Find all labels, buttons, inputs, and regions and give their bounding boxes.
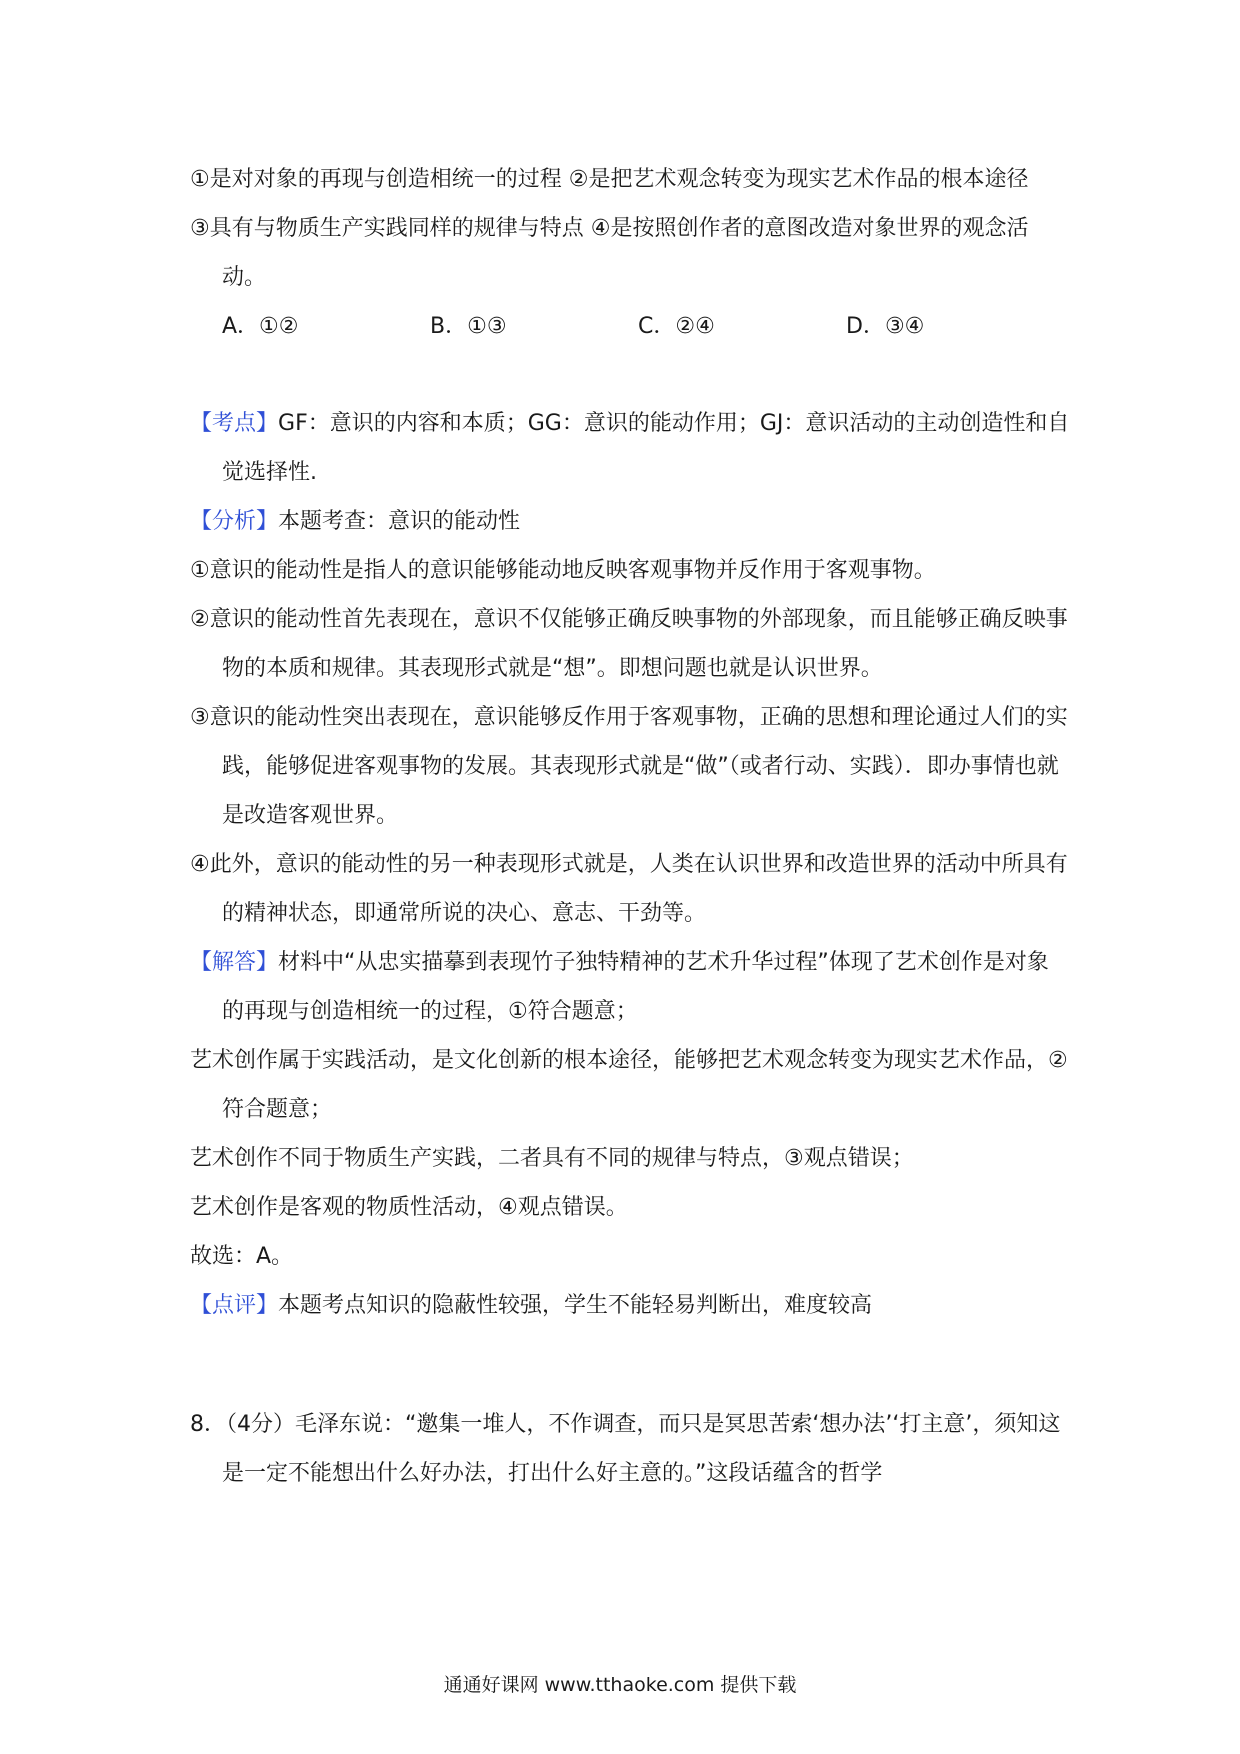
option-statement-1-2: ①是对对象的再现与创造相统一的过程 ②是把艺术观念转变为现实艺术作品的根本途径 <box>190 167 1029 192</box>
fenxi-tag: 【分析】 <box>190 509 279 534</box>
dianping-text: 本题考点知识的隐蔽性较强，学生不能轻易判断出，难度较高 <box>278 1293 873 1318</box>
spacer <box>190 351 1070 399</box>
document-body <box>190 155 1070 1498</box>
jieda-line-2: 艺术创作不同于物质生产实践，二者具有不同的规律与特点，③观点错误； <box>190 1146 914 1171</box>
choice-c: C．②④ <box>638 314 715 339</box>
dianping-section <box>190 1281 1070 1330</box>
kaodian-section <box>190 399 1070 497</box>
kaodian-text: GF：意识的内容和本质；GG：意识的能动作用；GJ：意识活动的主动创造性和自觉选择性. <box>222 411 1070 485</box>
choice-d: D．③④ <box>846 314 925 339</box>
fenxi-point-3: ③意识的能动性突出表现在，意识能够反作用于客观事物，正确的思想和理论通过人们的实践，能够促进客观事物的发展。其表现形式就是“做”（或者行动、实践）．即办事情也就是改造客观世界。 <box>190 705 1068 828</box>
choice-a: A．①② <box>222 314 299 339</box>
jieda-line-3: 艺术创作是客观的物质性活动，④观点错误。 <box>190 1195 628 1220</box>
jieda-line-1: 艺术创作属于实践活动，是文化创新的根本途径，能够把艺术观念转变为现实艺术作品，②符合题意； <box>190 1048 1068 1122</box>
question-8-text: 8．（4分）毛泽东说：“邀集一堆人，不作调查，而只是冥思苦索‘想办法’‘打主意’，须知这是一定不能想出什么好办法，打出什么好主意的。”这段话蕴含的哲学 <box>190 1412 1061 1486</box>
jieda-tag: 【解答】 <box>190 950 279 975</box>
jieda-text: 材料中“从忠实描摹到表现竹子独特精神的艺术升华过程”体现了艺术创作是对象的再现与创造相统一的过程，①符合题意； <box>222 950 1049 1024</box>
option-statement-3-4: ③具有与物质生产实践同样的规律与特点 ④是按照创作者的意图改造对象世界的观念活动。 <box>190 216 1029 290</box>
answer-choices <box>190 302 1070 351</box>
fenxi-section <box>190 497 1070 546</box>
spacer <box>190 1330 1070 1400</box>
fenxi-text: 本题考查：意识的能动性 <box>278 509 521 534</box>
jieda-answer: 故选：A。 <box>190 1244 294 1269</box>
jieda-section <box>190 938 1070 1036</box>
page-footer: 通通好课网 www.tthaoke.com 提供下载 <box>443 1674 797 1696</box>
dianping-tag: 【点评】 <box>190 1293 279 1318</box>
kaodian-tag: 【考点】 <box>190 411 279 436</box>
fenxi-point-2: ②意识的能动性首先表现在，意识不仅能够正确反映事物的外部现象，而且能够正确反映事物的本质和规律。其表现形式就是“想”。即想问题也就是认识世界。 <box>190 607 1068 681</box>
fenxi-point-1: ①意识的能动性是指人的意识能够能动地反映客观事物并反作用于客观事物。 <box>190 558 936 583</box>
choice-b: B．①③ <box>430 314 507 339</box>
fenxi-point-4: ④此外，意识的能动性的另一种表现形式就是，人类在认识世界和改造世界的活动中所具有的精神状态，即通常所说的决心、意志、干劲等。 <box>190 852 1068 926</box>
